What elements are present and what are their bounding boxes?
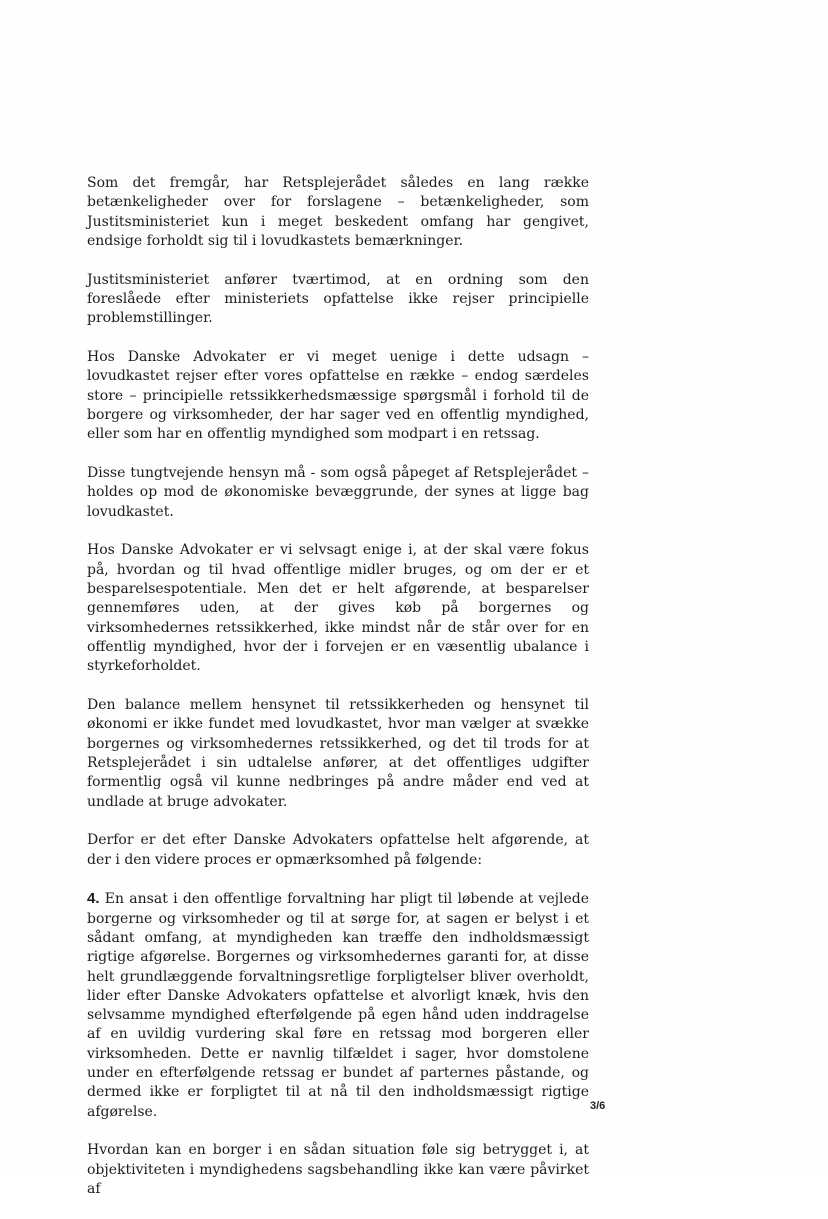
item-text: En ansat i den offentlige forvaltning har pligt til løbende at vejlede borgerne og virksomheder og til at sørge for, at sagen er belyst i et sådant omfang, at myndigheden kan træffe den indholdsmæssigt rigtige afgørelse. Borgernes og virksomhedernes garanti for, at disse helt grundlæggende forvaltningsretlige forpligtelser bliver overholdt, lider efter Danske Advokaters opfattelse et alvorligt knæk, hvis den selvsamme myndighed efterfølgende på egen hånd uden inddragelse af en uvildig vurdering skal føre en retssag mod borgeren eller virksomheden. Dette er navnlig tilfældet i sager, hvor domstolene under en efterfølgende retssag er bundet af parternes påstande, og dermed ikke er forpligtet til at nå til den indholdsmæssigt rigtige afgørelse. <box>87 891 590 1120</box>
paragraph-3: Hos Danske Advokater er vi meget uenige i dette udsagn – lovudkastet rejser efter vores opfattelse en række – endog særdeles store – principielle retssikkerhedsmæssige spørgsmål i forhold til de borgere og virksomheder, der har sager ved en offentlig myndighed, eller som har en offentlig myndighed som modpart i en retssag. <box>87 349 589 443</box>
paragraph-last: Hvordan kan en borger i en sådan situation føle sig betrygget i, at objektiviteten i myndighedens sagsbehandling ikke kan være påvirket af <box>87 1142 589 1198</box>
paragraph-2: Justitsministeriet anfører tværtimod, at en ordning som den foreslåede efter ministeriets opfattelse ikke rejser principielle problemstillinger. <box>87 271 589 327</box>
item-number: 4. <box>87 890 100 908</box>
paragraph-1: Som det fremgår, har Retsplejerådet således en lang række betænkeligheder over for forslagene – betænkeligheder, som Justitsministeriet kun i meget beskedent omfang har gengivet, endsige forholdt sig til i lovudkastets bemærkninger. <box>87 175 589 249</box>
document-body <box>87 174 589 1219</box>
page-number: 3/6 <box>590 1100 606 1112</box>
paragraph-7: Derfor er det efter Danske Advokaters opfattelse helt afgørende, at der i den videre proces er opmærksomhed på følgende: <box>87 832 589 868</box>
numbered-item-4 <box>87 889 589 1122</box>
paragraph-5: Hos Danske Advokater er vi selvsagt enige i, at der skal være fokus på, hvordan og til hvad offentlige midler bruges, og om der er et besparelsespotentiale. Men det er helt afgørende, at besparelser gennemføres uden, at der gives køb på borgernes og virksomhedernes retssikkerhed, ikke mindst når de står over for en offentlig myndighed, hvor der i forvejen er en væsentlig ubalance i styrkeforholdet. <box>87 542 589 675</box>
paragraph-6: Den balance mellem hensynet til retssikkerheden og hensynet til økonomi er ikke fundet med lovudkastet, hvor man vælger at svække borgernes og virksomhedernes retssikkerhed, og det til trods for at Retsplejerådet i sin udtalelse anfører, at det offentliges udgifter formentlig også vil kunne nedbringes på andre måder end ved at undlade at bruge advokater. <box>87 697 589 810</box>
paragraph-4: Disse tungtvejende hensyn må - som også påpeget af Retsplejerådet – holdes op mod de økonomiske bevæggrunde, der synes at ligge bag lovudkastet. <box>87 465 589 520</box>
